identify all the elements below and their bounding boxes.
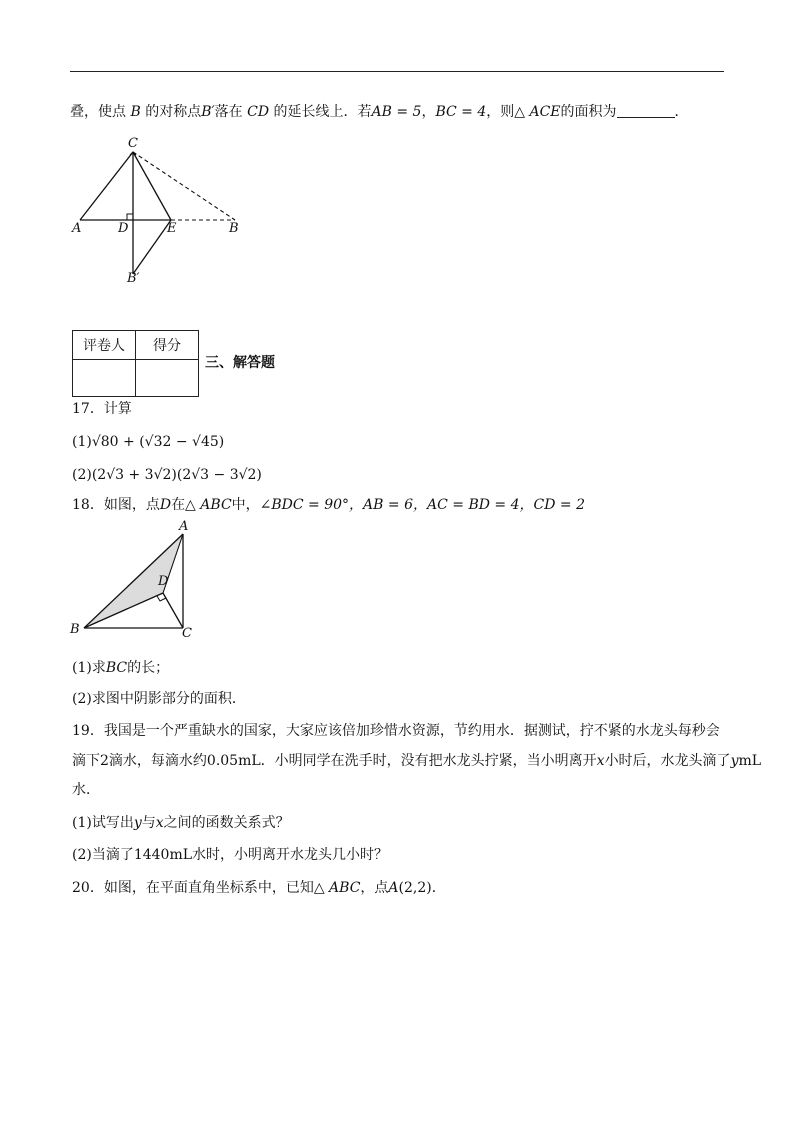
q18-part1: (1)求BC的长； xyxy=(72,660,170,676)
label-A: A xyxy=(72,221,82,236)
q18-stem: 18．如图，点D在△ ABC中，∠BDC = 90°，AB = 6，AC = BD = 4，CD = 2 xyxy=(72,497,585,513)
score-table-cell-grader[interactable] xyxy=(73,360,136,397)
score-table xyxy=(72,330,199,397)
q16-figure xyxy=(60,132,280,292)
q17-stem: 17．计算 xyxy=(72,401,132,417)
score-table-header-grader: 评卷人 xyxy=(73,331,136,360)
q18-part2: (2)求图中阴影部分的面积． xyxy=(72,691,246,707)
label-C: C xyxy=(128,136,138,151)
q19-line1: 19．我国是一个严重缺水的国家，大家应该倍加珍惜水资源，节约用水．据测试，拧不紧的水龙头每秒会 xyxy=(72,723,720,739)
section-heading: 三、解答题 xyxy=(205,355,275,371)
label-C: C xyxy=(182,626,192,641)
score-table-cell-score[interactable] xyxy=(136,360,199,397)
q19-line3: 水． xyxy=(72,782,100,798)
label-A: A xyxy=(179,519,189,534)
label-D: D xyxy=(118,221,129,236)
label-B: B xyxy=(70,622,80,637)
q20-stem: 20．如图，在平面直角坐标系中，已知△ ABC，点A(2,2)． xyxy=(72,880,446,896)
label-Bprime: B′ xyxy=(127,271,140,286)
q19-part2: (2)当滴了1440mL水时，小明离开水龙头几小时？ xyxy=(72,847,389,863)
label-B: B xyxy=(229,221,239,236)
label-E: E xyxy=(167,221,177,236)
q17-part2: (2)(2√3 + 3√2)(2√3 − 3√2) xyxy=(72,467,262,483)
q17-part1: (1)√80 + (√32 − √45) xyxy=(72,434,225,450)
q19-line2: 滴下2滴水，每滴水约0.05mL．小明同学在洗手时，没有把水龙头拧紧，当小明离开x小时后，水龙头滴了ymL xyxy=(72,753,762,769)
q16-continuation: 叠，使点 B 的对称点B′落在 CD 的延长线上．若AB = 5，BC = 4，则△ ACE的面积为 ． xyxy=(70,104,689,120)
header-rule xyxy=(70,71,724,72)
q18-figure xyxy=(66,518,206,643)
score-table-header-score: 得分 xyxy=(136,331,199,360)
answer-blank xyxy=(617,103,675,118)
q19-part1: (1)试写出y与x之间的函数关系式？ xyxy=(72,815,290,831)
label-D: D xyxy=(158,574,169,589)
